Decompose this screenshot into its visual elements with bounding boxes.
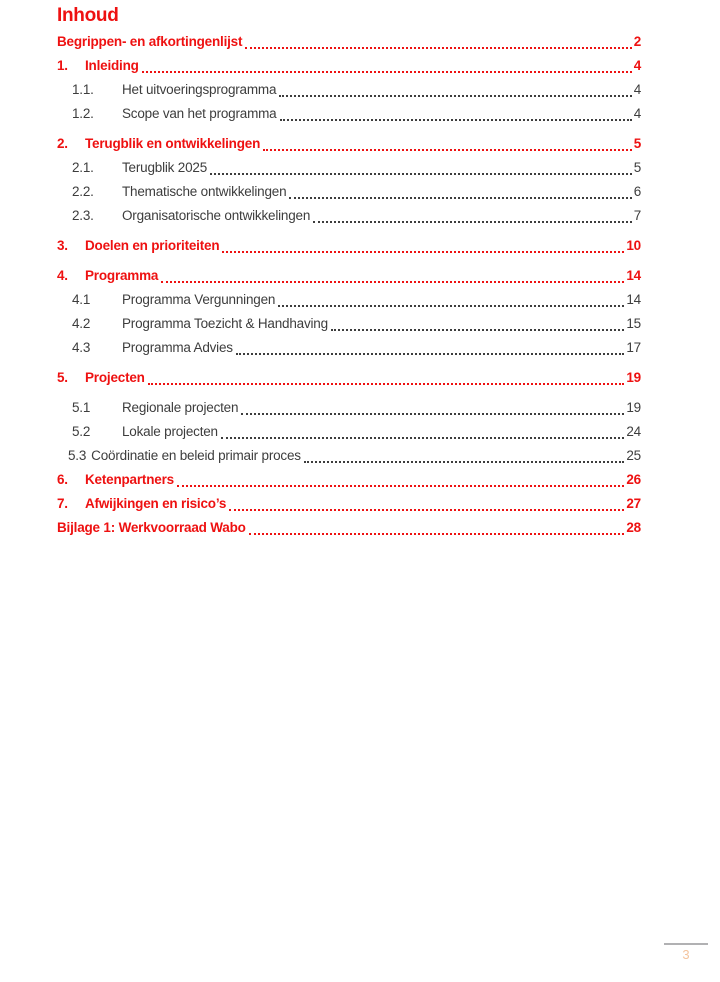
toc-entry-page: 14 (626, 268, 641, 283)
toc-entry-label: Bijlage 1: Werkvoorraad Wabo (57, 520, 246, 535)
dot-leader (245, 47, 631, 49)
toc-entry[interactable] (57, 366, 641, 390)
toc-entry-label: Begrippen- en afkortingenlijst (57, 34, 243, 49)
toc-entry-label: Coördinatie en beleid primair proces (91, 448, 301, 463)
toc-entry-number: 1.1. (72, 82, 94, 97)
toc-entry-page: 19 (626, 370, 641, 385)
toc-entry-number: 1. (57, 58, 68, 73)
toc-entry-page: 4 (633, 82, 641, 97)
dot-leader (177, 485, 624, 487)
toc-entry-page: 2 (633, 34, 641, 49)
toc-entry-number: 6. (57, 472, 68, 487)
toc-entry-page: 10 (626, 238, 641, 253)
toc-entry[interactable] (57, 102, 641, 126)
toc-entry[interactable] (57, 336, 641, 360)
toc-entry-number: 4. (57, 268, 68, 283)
toc-entry-label: Scope van het programma (122, 106, 277, 121)
toc-entry-label: Regionale projecten (122, 400, 239, 415)
toc-entry-number: 4.1 (72, 292, 91, 307)
dot-leader (221, 437, 625, 439)
toc-entry-number: 7. (57, 496, 68, 511)
dot-leader (331, 329, 624, 331)
toc-entry[interactable] (57, 204, 641, 228)
toc-entry[interactable] (57, 78, 641, 102)
toc-entry-number: 5.2 (72, 424, 91, 439)
toc-entry-number: 5.3 (68, 448, 87, 463)
toc-entry-number: 2.1. (72, 160, 94, 175)
toc-entry[interactable] (57, 234, 641, 258)
toc-entry-label: Programma Advies (122, 340, 233, 355)
toc-entry[interactable] (57, 396, 641, 420)
toc-entry[interactable] (57, 264, 641, 288)
toc-entry-label: Het uitvoeringsprogramma (122, 82, 277, 97)
toc-entry-page: 24 (626, 424, 641, 439)
dot-leader (161, 281, 624, 283)
toc-entry-label: Programma (85, 268, 159, 283)
toc-entry-page: 15 (626, 316, 641, 331)
toc-entry[interactable] (57, 492, 641, 516)
dot-leader (236, 353, 625, 355)
footer-divider (664, 943, 708, 945)
toc-entry[interactable] (57, 180, 641, 204)
toc-entry-label: Programma Vergunningen (122, 292, 276, 307)
dot-leader (241, 413, 624, 415)
toc-entry-page: 5 (633, 160, 641, 175)
dot-leader (229, 509, 624, 511)
toc-entry-label: Doelen en prioriteiten (85, 238, 220, 253)
toc-entry-page: 7 (633, 208, 641, 223)
dot-leader (279, 95, 631, 97)
dot-leader (280, 119, 632, 121)
toc-entry-page: 6 (633, 184, 641, 199)
toc-entry-label: Afwijkingen en risico’s (85, 496, 227, 511)
dot-leader (142, 71, 632, 73)
footer-page-number: 3 (682, 947, 690, 962)
toc-entry-page: 17 (626, 340, 641, 355)
dot-leader (249, 533, 625, 535)
toc-entry-label: Programma Toezicht & Handhaving (122, 316, 328, 331)
toc-entry[interactable] (57, 444, 641, 468)
toc-entry-page: 4 (633, 106, 641, 121)
toc-entry-page: 26 (626, 472, 641, 487)
toc-entry-number: 2.2. (72, 184, 94, 199)
toc-entry[interactable] (57, 54, 641, 78)
table-of-contents (57, 30, 641, 540)
toc-entry-label: Organisatorische ontwikkelingen (122, 208, 311, 223)
toc-entry-number: 5. (57, 370, 68, 385)
toc-entry[interactable] (57, 132, 641, 156)
toc-entry-number: 4.2 (72, 316, 91, 331)
page-title: Inhoud (57, 5, 119, 26)
dot-leader (222, 251, 624, 253)
toc-entry-label: Ketenpartners (85, 472, 174, 487)
toc-entry[interactable] (57, 312, 641, 336)
toc-entry-number: 2.3. (72, 208, 94, 223)
toc-entry[interactable] (57, 468, 641, 492)
dot-leader (148, 383, 625, 385)
toc-entry-label: Terugblik 2025 (122, 160, 208, 175)
toc-entry-label: Projecten (85, 370, 145, 385)
toc-entry-page: 14 (626, 292, 641, 307)
toc-entry[interactable] (57, 288, 641, 312)
dot-leader (278, 305, 624, 307)
toc-entry-number: 2. (57, 136, 68, 151)
dot-leader (304, 461, 625, 463)
toc-entry[interactable] (57, 420, 641, 444)
toc-entry[interactable] (57, 156, 641, 180)
toc-entry-label: Inleiding (85, 58, 139, 73)
toc-entry-page: 4 (633, 58, 641, 73)
toc-entry-number: 1.2. (72, 106, 94, 121)
toc-entry-page: 28 (626, 520, 641, 535)
toc-entry-number: 4.3 (72, 340, 91, 355)
toc-entry[interactable] (57, 30, 641, 54)
toc-entry-label: Lokale projecten (122, 424, 218, 439)
toc-entry-page: 27 (626, 496, 641, 511)
toc-entry-page: 5 (633, 136, 641, 151)
dot-leader (313, 221, 632, 223)
dot-leader (263, 149, 632, 151)
dot-leader (289, 197, 631, 199)
toc-entry-number: 3. (57, 238, 68, 253)
toc-entry-number: 5.1 (72, 400, 91, 415)
dot-leader (210, 173, 632, 175)
toc-entry-page: 25 (626, 448, 641, 463)
toc-entry-label: Thematische ontwikkelingen (122, 184, 287, 199)
toc-entry[interactable] (57, 516, 641, 540)
toc-entry-label: Terugblik en ontwikkelingen (85, 136, 261, 151)
toc-entry-page: 19 (626, 400, 641, 415)
